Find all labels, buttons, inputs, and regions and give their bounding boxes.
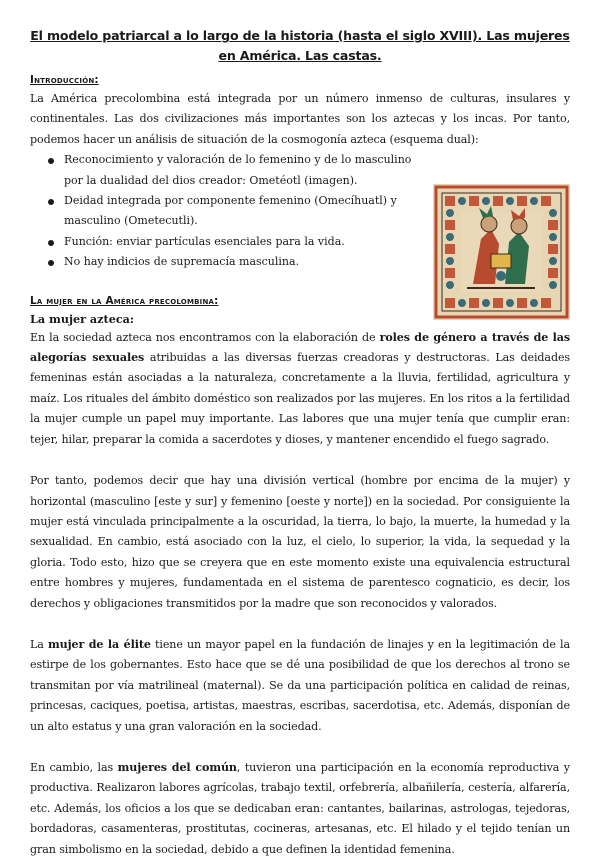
list-item: Deidad integrada por componente femenino (Omecíhuatl) y masculino (Ometecutli). <box>44 191 426 232</box>
section-heading-precolombina: La mujer en la América precolombina: <box>30 294 219 307</box>
list-item: No hay indicios de supremacía masculina. <box>44 252 426 272</box>
list-item: Reconocimiento y valoración de lo femenino y de lo masculino por la dualidad del dios creador: Ometéotl (imagen). <box>44 150 426 191</box>
document-page <box>30 26 570 860</box>
intro-bullet-list <box>30 150 426 272</box>
intro-section <box>30 72 570 273</box>
paragraph-comun: En cambio, las mujeres del común, tuvieron una participación en la economía reproductiva y productiva. Realizaron labores agrícolas, trabajo textil, orfebrería, albañilería, cestería, alfarería, etc. Además, los oficios a los que se dedicaban eran: cantantes, bailarinas, astrologas, tejedoras, bordadoras, casamenteras, prostitutas, cocineras, artesanas, etc. El hilado y el tejido tenían un gran simbolismo en la sociedad, debido a que definen la identidad femenina. <box>30 760 570 856</box>
intro-heading: Introducción: <box>30 74 99 86</box>
bullet-icon <box>48 260 54 266</box>
list-item: Función: enviar partículas esenciales para la vida. <box>44 232 426 252</box>
codex-illustration-icon <box>433 184 570 320</box>
bullet-icon <box>48 240 54 246</box>
paragraph-elite: La mujer de la élite tiene un mayor papel en la fundación de linajes y en la legitimación de la estirpe de los gobernantes. Esto hace que se dé una posibilidad de que los derechos al trono se transmitan por vía matrilineal (maternal). Se da una participación política en calidad de reinas, princesas, caciques, poetisa, artistas, maestras, escribas, sacerdotisa, etc. Además, disponían de un alto estatus y una gran valoración en la sociedad. <box>30 637 570 733</box>
document-title: El modelo patriarcal a lo largo de la historia (hasta el siglo XVIII). Las mujeres en América. Las castas. <box>30 28 570 63</box>
bullet-icon <box>48 158 54 164</box>
paragraph-division: Por tanto, podemos decir que hay una división vertical (hombre por encima de la mujer) y horizontal (masculino [este y sur] y femenino [oeste y norte]) en la sociedad. Por consiguiente la mujer está vinculada principalmente a la oscuridad, la tierra, lo bajo, la muerte, la humedad y la sexualidad. En cambio, está asociado con la luz, el cielo, lo superior, la vida, la sequedad y la gloria. Todo esto, hizo que se creyera que en este momento existe una equivalencia estructural entre hombres y mujeres, fundamentada en el sistema de parentesco cognaticio, es decir, los derechos y obligaciones transmitidos por la madre que son reconocidos y valorados. <box>30 474 570 610</box>
intro-paragraph: La América precolombina está integrada por un número inmenso de culturas, insulares y continentales. Las dos civilizaciones más importantes son los aztecas y los incas. Por tanto, podemos hacer un análisis de situación de la cosmogonía azteca (esquema dual): <box>30 92 570 146</box>
subheading-mujer-azteca: La mujer azteca: <box>30 311 135 326</box>
paragraph-roles: En la sociedad azteca nos encontramos con la elaboración de roles de género a través de las alegorías sexuales atribuidas a las diversas fuerzas creadoras y destructoras. Las deidades femeninas están asociadas a la naturaleza, concretamente a la lluvia, fertilidad, agricultura y maíz. Los rituales del ámbito doméstico son realizados por las mujeres. En los ritos a la fertilidad la mujer cumple un papel muy importante. Las labores que una mujer tenía que cumplir eran: tejer, hilar, preparar la comida a sacerdotes y dioses, y mantener encendido el fuego sagrado. <box>30 330 570 446</box>
bullet-icon <box>48 199 54 205</box>
